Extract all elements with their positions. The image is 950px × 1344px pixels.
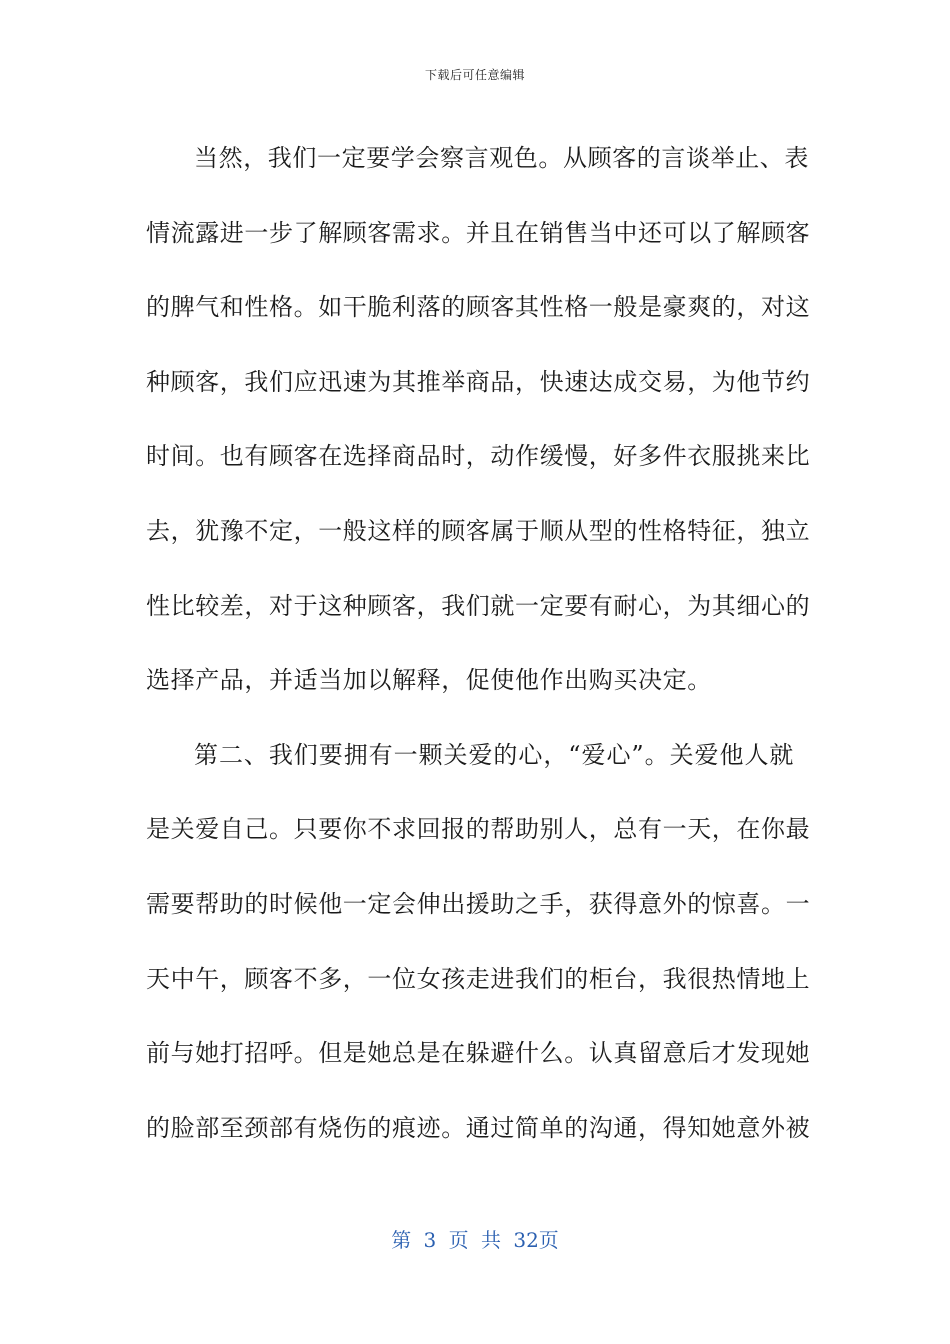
paragraph-1 bbox=[146, 121, 811, 718]
text-line: 需要帮助的时候他一定会伸出援助之手，获得意外的惊喜。一 bbox=[146, 889, 811, 918]
text-line: 天中午，顾客不多，一位女孩走进我们的柜台，我很热情地上 bbox=[146, 964, 811, 993]
text-line: 的脸部至颈部有烧伤的痕迹。通过简单的沟通，得知她意外被 bbox=[146, 1113, 811, 1142]
document-body bbox=[146, 121, 811, 1165]
text-line: 时间。也有顾客在选择商品时，动作缓慢，好多件衣服挑来比 bbox=[146, 442, 811, 471]
text-line: 第二、我们要拥有一颗关爱的心，“爱心”。关爱他人就 bbox=[194, 740, 794, 769]
text-line: 性比较差，对于这种顾客，我们就一定要有耐心，为其细心的 bbox=[146, 591, 811, 620]
text-line: 当然，我们一定要学会察言观色。从顾客的言谈举止、表 bbox=[194, 144, 809, 172]
text-line: 种顾客，我们应迅速为其推举商品，快速达成交易，为他节约 bbox=[146, 367, 811, 396]
page-number: 第 3 页 共 32页 bbox=[391, 1228, 559, 1252]
text-line: 前与她打招呼。但是她总是在躲避什么。认真留意后才发现她 bbox=[146, 1039, 811, 1068]
text-line: 是关爱自己。只要你不求回报的帮助别人，总有一天，在你最 bbox=[146, 815, 811, 844]
page-header-note: 下载后可任意编辑 bbox=[424, 68, 525, 82]
text-line: 情流露进一步了解顾客需求。并且在销售当中还可以了解顾客 bbox=[146, 218, 811, 247]
text-line: 去，犹豫不定，一般这样的顾客属于顺从型的性格特征，独立 bbox=[146, 516, 811, 545]
paragraph-2 bbox=[146, 718, 811, 1166]
text-line: 的脾气和性格。如干脆利落的顾客其性格一般是豪爽的，对这 bbox=[146, 293, 811, 322]
text-line: 选择产品，并适当加以解释，促使他作出购买决定。 bbox=[146, 666, 712, 695]
